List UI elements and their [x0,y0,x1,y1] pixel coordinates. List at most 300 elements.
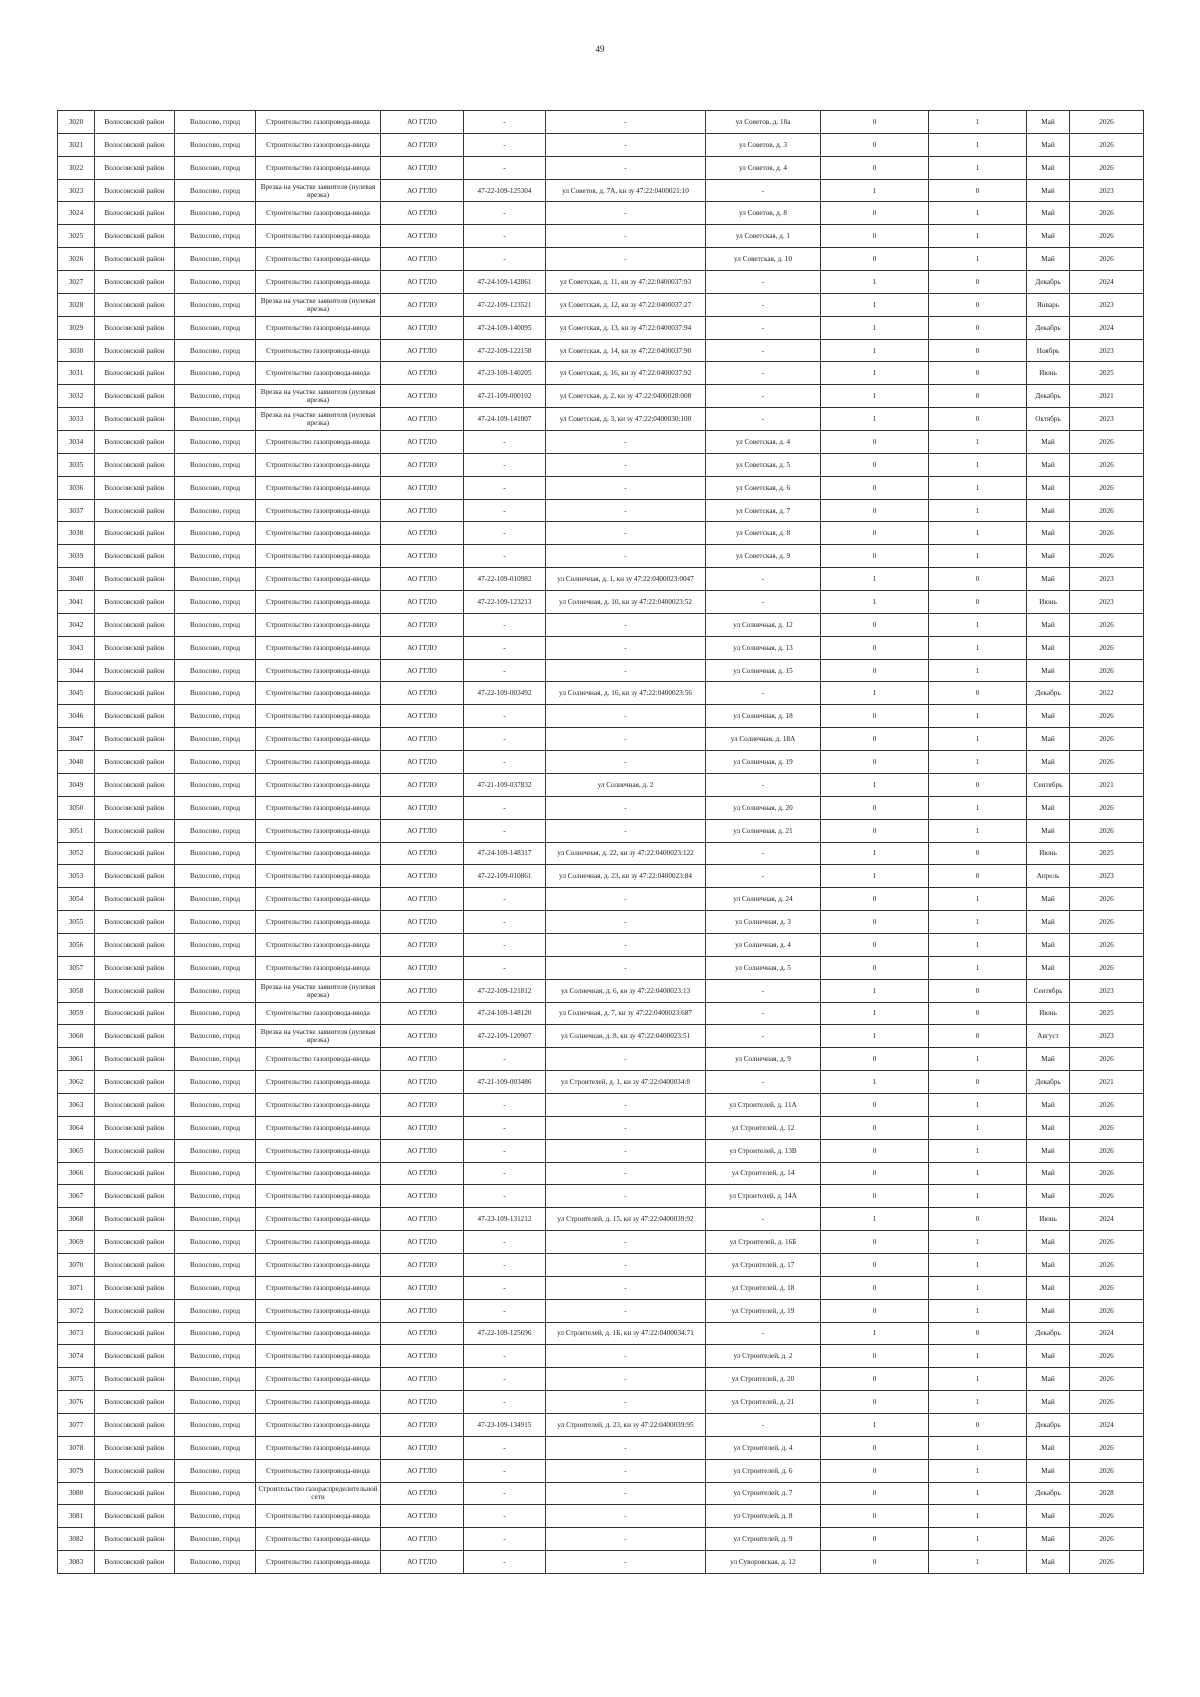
cell-row-number: 3021 [58,133,95,156]
table-row [58,362,1144,385]
cell-year: 2026 [1070,202,1144,225]
cell-organization: АО ГГЛО [381,1459,464,1482]
cell-row-number: 3046 [58,705,95,728]
cell-address-without-application: ул Строителей, д. 7 [706,1482,821,1505]
cell-application-number: - [464,133,546,156]
cell-year: 2023 [1070,408,1144,431]
cell-year: 2026 [1070,819,1144,842]
cell-settlement: Волосово, город [175,1551,256,1574]
cell-settlement: Волосово, город [175,1322,256,1345]
cell-row-number: 3078 [58,1436,95,1459]
cell-district: Волосовский район [95,1528,175,1551]
cell-settlement: Волосово, город [175,728,256,751]
cell-count-b: 1 [929,1093,1027,1116]
cell-settlement: Волосово, город [175,819,256,842]
cell-organization: АО ГГЛО [381,842,464,865]
cell-cadastral-address: ул Солнечная, д. 8, кн зу 47:22:0400023:51 [546,1025,706,1048]
cell-work-type: Строительство газопровода-ввода [256,111,381,134]
cell-count-b: 1 [929,1528,1027,1551]
table-row [58,1276,1144,1299]
cell-address-without-application: ул Советская, д. 4 [706,431,821,454]
cell-cadastral-address: ул Советская, д. 14, кн зу 47:22:0400037:90 [546,339,706,362]
cell-organization: АО ГГЛО [381,499,464,522]
cell-count-b: 0 [929,979,1027,1002]
cell-cadastral-address: - [546,659,706,682]
cell-year: 2026 [1070,796,1144,819]
cell-cadastral-address: - [546,476,706,499]
cell-count-a: 1 [821,385,929,408]
cell-month: Май [1027,545,1070,568]
cell-cadastral-address: - [546,613,706,636]
cell-organization: АО ГГЛО [381,1322,464,1345]
cell-district: Волосовский район [95,476,175,499]
cell-month: Май [1027,956,1070,979]
cell-settlement: Волосово, город [175,271,256,294]
cell-work-type: Строительство газопровода-ввода [256,796,381,819]
cell-month: Июнь [1027,362,1070,385]
cell-year: 2026 [1070,1116,1144,1139]
cell-settlement: Волосово, город [175,1116,256,1139]
cell-count-b: 1 [929,1116,1027,1139]
table-row [58,682,1144,705]
cell-work-type: Строительство газопровода-ввода [256,1505,381,1528]
cell-district: Волосовский район [95,1185,175,1208]
cell-application-number: 47-22-109-010982 [464,568,546,591]
cell-district: Волосовский район [95,1551,175,1574]
cell-address-without-application: ул Солнечная, д. 5 [706,956,821,979]
cell-address-without-application: ул Строителей, д. 18 [706,1276,821,1299]
cell-district: Волосовский район [95,408,175,431]
cell-application-number: - [464,453,546,476]
cell-count-a: 0 [821,1185,929,1208]
cell-district: Волосовский район [95,1276,175,1299]
cell-year: 2026 [1070,1391,1144,1414]
cell-month: Апрель [1027,865,1070,888]
table-row [58,385,1144,408]
cell-work-type: Строительство газопровода-ввода [256,888,381,911]
cell-application-number: - [464,225,546,248]
cell-address-without-application: ул Строителей, д. 6 [706,1459,821,1482]
table-row [58,1253,1144,1276]
cell-application-number: 47-24-109-148120 [464,1002,546,1025]
cell-application-number: - [464,1391,546,1414]
cell-address-without-application: - [706,591,821,614]
cell-row-number: 3080 [58,1482,95,1505]
cell-year: 2026 [1070,248,1144,271]
cell-cadastral-address: - [546,1048,706,1071]
cell-work-type: Строительство газопровода-ввода [256,545,381,568]
cell-address-without-application: - [706,1322,821,1345]
cell-row-number: 3039 [58,545,95,568]
cell-count-b: 1 [929,888,1027,911]
cell-settlement: Волосово, город [175,682,256,705]
cell-row-number: 3062 [58,1071,95,1094]
cell-count-b: 0 [929,293,1027,316]
cell-count-b: 1 [929,453,1027,476]
cell-work-type: Строительство газопровода-ввода [256,842,381,865]
cell-count-a: 0 [821,545,929,568]
cell-year: 2026 [1070,1368,1144,1391]
cell-count-a: 0 [821,819,929,842]
cell-district: Волосовский район [95,1231,175,1254]
cell-count-b: 1 [929,225,1027,248]
cell-count-a: 0 [821,705,929,728]
cell-row-number: 3045 [58,682,95,705]
cell-year: 2023 [1070,591,1144,614]
cell-application-number: 47-22-109-125304 [464,179,546,202]
cell-work-type: Строительство газопровода-ввода [256,1368,381,1391]
cell-settlement: Волосово, город [175,1139,256,1162]
cell-row-number: 3081 [58,1505,95,1528]
cell-settlement: Волосово, город [175,111,256,134]
cell-count-a: 0 [821,1276,929,1299]
cell-cadastral-address: - [546,956,706,979]
cell-address-without-application: ул Строителей, д. 16Б [706,1231,821,1254]
cell-count-a: 0 [821,1528,929,1551]
cell-year: 2024 [1070,271,1144,294]
cell-month: Май [1027,1231,1070,1254]
cell-month: Май [1027,1048,1070,1071]
cell-month: Май [1027,1253,1070,1276]
cell-settlement: Волосово, город [175,911,256,934]
cell-organization: АО ГГЛО [381,385,464,408]
cell-address-without-application: - [706,339,821,362]
cell-application-number: - [464,1459,546,1482]
cell-row-number: 3025 [58,225,95,248]
table-row [58,705,1144,728]
cell-organization: АО ГГЛО [381,522,464,545]
cell-row-number: 3027 [58,271,95,294]
cell-row-number: 3065 [58,1139,95,1162]
cell-row-number: 3041 [58,591,95,614]
cell-cadastral-address: - [546,1139,706,1162]
cell-row-number: 3043 [58,636,95,659]
cell-year: 2026 [1070,1185,1144,1208]
cell-address-without-application: - [706,1208,821,1231]
table-row [58,1071,1144,1094]
cell-application-number: 47-21-109-000102 [464,385,546,408]
cell-month: Декабрь [1027,1322,1070,1345]
cell-month: Май [1027,248,1070,271]
cell-count-b: 0 [929,865,1027,888]
cell-count-b: 0 [929,179,1027,202]
cell-count-a: 0 [821,1551,929,1574]
cell-count-b: 1 [929,1231,1027,1254]
cell-year: 2023 [1070,179,1144,202]
cell-cadastral-address: - [546,1528,706,1551]
cell-count-a: 0 [821,1093,929,1116]
cell-organization: АО ГГЛО [381,156,464,179]
table-row [58,1116,1144,1139]
cell-application-number: 47-21-109-003486 [464,1071,546,1094]
cell-district: Волосовский район [95,1436,175,1459]
cell-row-number: 3038 [58,522,95,545]
cell-cadastral-address: - [546,133,706,156]
cell-count-a: 0 [821,728,929,751]
cell-row-number: 3066 [58,1162,95,1185]
cell-organization: АО ГГЛО [381,865,464,888]
cell-month: Май [1027,179,1070,202]
cell-application-number: - [464,956,546,979]
cell-address-without-application: - [706,271,821,294]
cell-work-type: Строительство газопровода-ввода [256,1322,381,1345]
cell-work-type: Строительство газопровода-ввода [256,1185,381,1208]
cell-work-type: Строительство газопровода-ввода [256,1391,381,1414]
cell-month: Май [1027,613,1070,636]
cell-count-a: 0 [821,1299,929,1322]
cell-district: Волосовский район [95,202,175,225]
cell-organization: АО ГГЛО [381,248,464,271]
cell-cadastral-address: ул Солнечная, д. 16, кн зу 47:22:0400023:56 [546,682,706,705]
cell-work-type: Строительство газопровода-ввода [256,499,381,522]
cell-district: Волосовский район [95,751,175,774]
cell-year: 2025 [1070,842,1144,865]
cell-cadastral-address: - [546,636,706,659]
cell-count-a: 1 [821,362,929,385]
cell-district: Волосовский район [95,1208,175,1231]
cell-cadastral-address: - [546,111,706,134]
cell-work-type: Строительство газопровода-ввода [256,819,381,842]
cell-district: Волосовский район [95,111,175,134]
cell-month: Май [1027,431,1070,454]
cell-row-number: 3031 [58,362,95,385]
cell-count-b: 1 [929,1253,1027,1276]
cell-settlement: Волосово, город [175,248,256,271]
table-row [58,1139,1144,1162]
cell-count-b: 1 [929,1185,1027,1208]
cell-month: Май [1027,751,1070,774]
cell-work-type: Строительство газопровода-ввода [256,705,381,728]
cell-year: 2025 [1070,1002,1144,1025]
cell-address-without-application: ул Строителей, д. 20 [706,1368,821,1391]
table-row [58,636,1144,659]
cell-count-b: 0 [929,1071,1027,1094]
cell-cadastral-address: - [546,888,706,911]
cell-month: Май [1027,453,1070,476]
cell-organization: АО ГГЛО [381,1368,464,1391]
cell-count-a: 1 [821,1322,929,1345]
cell-organization: АО ГГЛО [381,979,464,1002]
table-row [58,1482,1144,1505]
cell-cadastral-address: ул Солнечная, д. 7, кн зу 47:22:0400023:687 [546,1002,706,1025]
cell-organization: АО ГГЛО [381,339,464,362]
cell-organization: АО ГГЛО [381,271,464,294]
table-row [58,911,1144,934]
cell-count-a: 0 [821,202,929,225]
cell-organization: АО ГГЛО [381,1162,464,1185]
cell-count-b: 1 [929,933,1027,956]
cell-month: Июнь [1027,1208,1070,1231]
cell-row-number: 3069 [58,1231,95,1254]
cell-row-number: 3028 [58,293,95,316]
cell-year: 2026 [1070,636,1144,659]
cell-year: 2026 [1070,499,1144,522]
cell-row-number: 3054 [58,888,95,911]
cell-organization: АО ГГЛО [381,1048,464,1071]
cell-work-type: Строительство газопровода-ввода [256,1208,381,1231]
cell-cadastral-address: - [546,1459,706,1482]
cell-count-b: 0 [929,362,1027,385]
cell-count-a: 1 [821,179,929,202]
cell-count-b: 0 [929,339,1027,362]
cell-year: 2026 [1070,956,1144,979]
cell-count-b: 1 [929,1276,1027,1299]
cell-cadastral-address: ул Солнечная, д. 2 [546,773,706,796]
cell-work-type: Строительство газопровода-ввода [256,1002,381,1025]
table-row [58,1345,1144,1368]
cell-address-without-application: ул Солнечная, д. 18 [706,705,821,728]
cell-month: Май [1027,133,1070,156]
cell-row-number: 3055 [58,911,95,934]
cell-district: Волосовский район [95,522,175,545]
cell-year: 2026 [1070,476,1144,499]
cell-row-number: 3076 [58,1391,95,1414]
cell-district: Волосовский район [95,545,175,568]
cell-organization: АО ГГЛО [381,179,464,202]
cell-address-without-application: - [706,362,821,385]
cell-year: 2023 [1070,293,1144,316]
cell-address-without-application: - [706,842,821,865]
cell-row-number: 3037 [58,499,95,522]
cell-count-a: 1 [821,842,929,865]
table-row [58,111,1144,134]
cell-work-type: Строительство газопровода-ввода [256,476,381,499]
cell-count-a: 0 [821,956,929,979]
cell-row-number: 3083 [58,1551,95,1574]
cell-count-a: 0 [821,1436,929,1459]
cell-work-type: Строительство газопровода-ввода [256,1093,381,1116]
cell-row-number: 3040 [58,568,95,591]
cell-count-a: 0 [821,1139,929,1162]
cell-district: Волосовский район [95,865,175,888]
cell-work-type: Врезка на участке заявителя (нулевая врезка) [256,979,381,1002]
table-row [58,1231,1144,1254]
cell-address-without-application: ул Солнечная, д. 13 [706,636,821,659]
cell-row-number: 3061 [58,1048,95,1071]
cell-address-without-application: ул Советская, д. 1 [706,225,821,248]
cell-application-number: - [464,705,546,728]
cell-row-number: 3070 [58,1253,95,1276]
cell-count-b: 0 [929,773,1027,796]
cell-count-a: 0 [821,248,929,271]
cell-month: Декабрь [1027,1071,1070,1094]
cell-year: 2026 [1070,1231,1144,1254]
cell-year: 2026 [1070,1276,1144,1299]
cell-cadastral-address: - [546,156,706,179]
cell-count-b: 1 [929,613,1027,636]
cell-year: 2021 [1070,1071,1144,1094]
cell-count-b: 1 [929,499,1027,522]
cell-settlement: Волосово, город [175,1368,256,1391]
cell-application-number: 47-24-109-141007 [464,408,546,431]
cell-address-without-application: ул Строителей, д. 12 [706,1116,821,1139]
cell-count-b: 1 [929,111,1027,134]
cell-count-a: 0 [821,1368,929,1391]
cell-district: Волосовский район [95,362,175,385]
table-row [58,248,1144,271]
table-row [58,659,1144,682]
cell-district: Волосовский район [95,636,175,659]
table-row [58,865,1144,888]
cell-application-number: - [464,751,546,774]
cell-organization: АО ГГЛО [381,1391,464,1414]
cell-organization: АО ГГЛО [381,1505,464,1528]
cell-settlement: Волосово, город [175,1002,256,1025]
cell-organization: АО ГГЛО [381,636,464,659]
cell-organization: АО ГГЛО [381,659,464,682]
cell-month: Май [1027,225,1070,248]
cell-month: Май [1027,476,1070,499]
table-row [58,819,1144,842]
cell-count-b: 1 [929,911,1027,934]
cell-settlement: Волосово, город [175,362,256,385]
cell-district: Волосовский район [95,1391,175,1414]
cell-work-type: Строительство газопровода-ввода [256,362,381,385]
cell-cadastral-address: - [546,819,706,842]
cell-address-without-application: ул Солнечная, д. 4 [706,933,821,956]
cell-district: Волосовский район [95,1139,175,1162]
cell-month: Май [1027,1345,1070,1368]
table-row [58,202,1144,225]
cell-district: Волосовский район [95,1505,175,1528]
cell-address-without-application: ул Строителей, д. 9 [706,1528,821,1551]
cell-application-number: - [464,202,546,225]
cell-count-a: 1 [821,773,929,796]
cell-row-number: 3052 [58,842,95,865]
cell-year: 2026 [1070,545,1144,568]
cell-address-without-application: ул Суворовская, д. 12 [706,1551,821,1574]
cell-district: Волосовский район [95,453,175,476]
cell-row-number: 3063 [58,1093,95,1116]
cell-row-number: 3048 [58,751,95,774]
cell-application-number: - [464,1436,546,1459]
cell-year: 2026 [1070,111,1144,134]
cell-address-without-application: - [706,293,821,316]
cell-cadastral-address: - [546,911,706,934]
cell-year: 2026 [1070,1459,1144,1482]
cell-organization: АО ГГЛО [381,202,464,225]
cell-count-a: 1 [821,1413,929,1436]
cell-month: Июнь [1027,1002,1070,1025]
cell-count-a: 1 [821,682,929,705]
cell-cadastral-address: - [546,728,706,751]
cell-cadastral-address: - [546,1162,706,1185]
cell-organization: АО ГГЛО [381,1436,464,1459]
cell-application-number: - [464,1368,546,1391]
cell-settlement: Волосово, город [175,1071,256,1094]
cell-count-b: 1 [929,1459,1027,1482]
cell-work-type: Строительство газопровода-ввода [256,1551,381,1574]
cell-application-number: 47-22-109-121812 [464,979,546,1002]
cell-year: 2025 [1070,362,1144,385]
table-row [58,179,1144,202]
cell-organization: АО ГГЛО [381,111,464,134]
cell-cadastral-address: - [546,1482,706,1505]
cell-year: 2026 [1070,1048,1144,1071]
cell-application-number: - [464,1116,546,1139]
table-row [58,453,1144,476]
cell-settlement: Волосово, город [175,1391,256,1414]
cell-month: Май [1027,705,1070,728]
cell-address-without-application: ул Строителей, д. 17 [706,1253,821,1276]
cell-row-number: 3030 [58,339,95,362]
cell-settlement: Волосово, город [175,933,256,956]
cell-month: Май [1027,659,1070,682]
cell-month: Май [1027,911,1070,934]
cell-cadastral-address: ул Советская, д. 3, кн зу 47:22:0400030:100 [546,408,706,431]
cell-district: Волосовский район [95,682,175,705]
cell-count-b: 1 [929,751,1027,774]
